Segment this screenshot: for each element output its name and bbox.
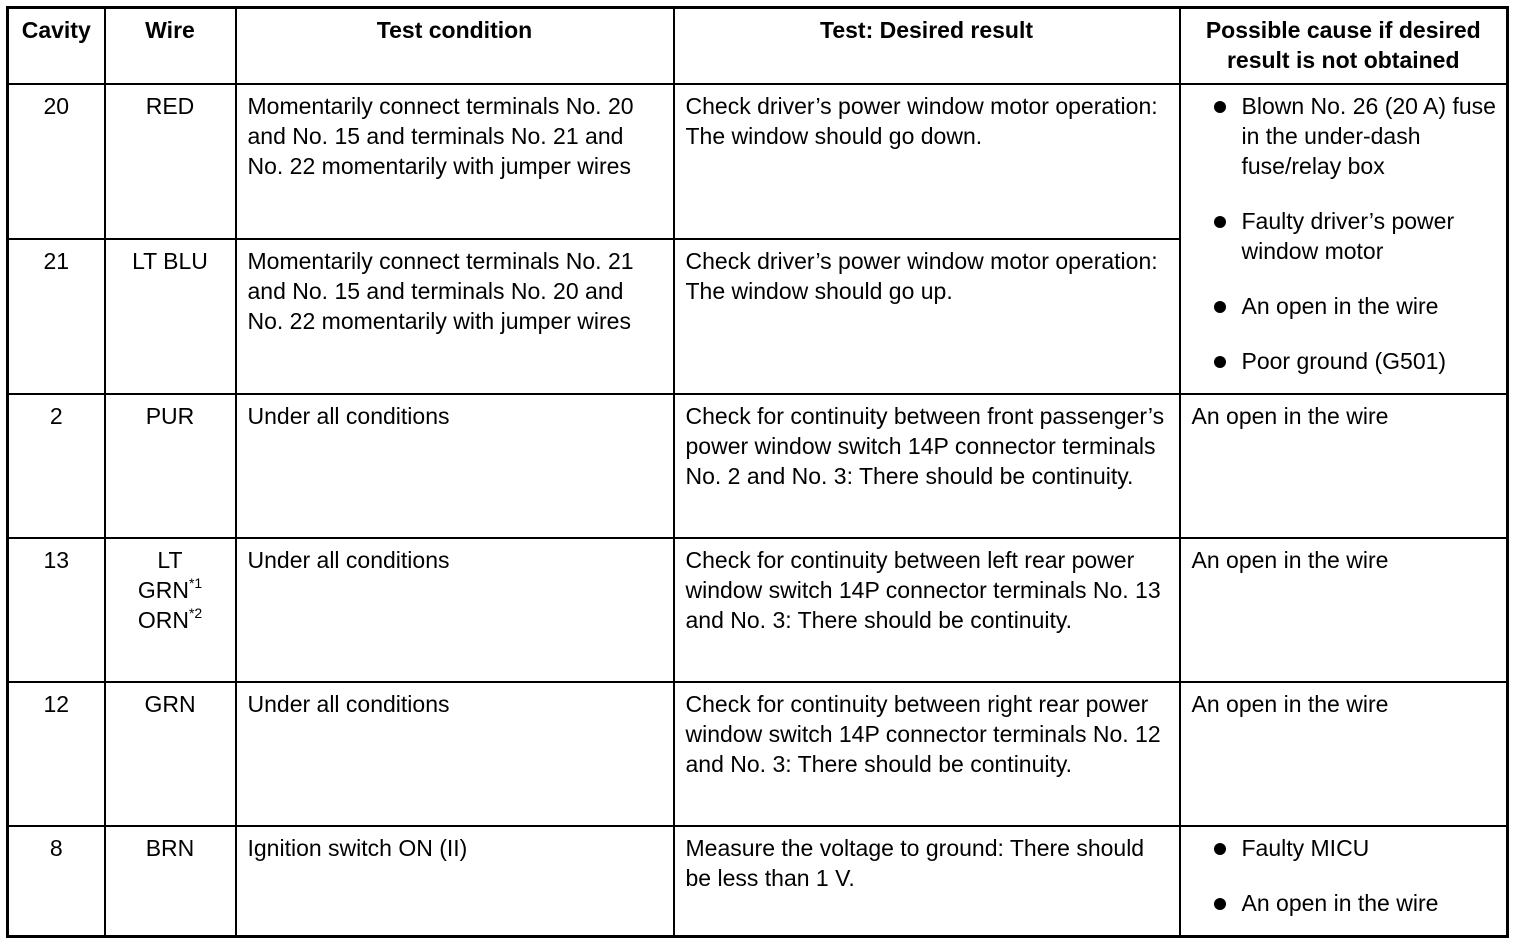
wire-cell: PUR: [105, 394, 236, 538]
cause-cell: An open in the wire: [1180, 682, 1508, 826]
wire-cell: BRN: [105, 826, 236, 937]
cavity-cell: 20: [8, 84, 105, 240]
bullet-icon: [1214, 301, 1226, 313]
table-row: [8, 538, 1508, 683]
bullet-icon: [1214, 216, 1226, 228]
cause-cell: An open in the wire: [1180, 394, 1508, 538]
cavity-cell: 2: [8, 394, 105, 538]
list-item: Blown No. 26 (20 A) fuse in the under-dash fuse/relay box: [1210, 91, 1497, 181]
wire-cell: GRN: [105, 682, 236, 826]
wire-cell: LT BLU: [105, 239, 236, 394]
list-item: An open in the wire: [1210, 888, 1497, 918]
header-row: [8, 8, 1508, 84]
list-item: An open in the wire: [1210, 291, 1497, 321]
list-item: Poor ground (G501): [1210, 346, 1497, 376]
cause-cell: [1180, 826, 1508, 937]
cavity-cell: 12: [8, 682, 105, 826]
bullet-icon: [1214, 898, 1226, 910]
wire-cell: RED: [105, 84, 236, 240]
header-desired-result: Test: Desired result: [674, 8, 1180, 84]
wire-cell: [105, 538, 236, 683]
condition-cell: Under all conditions: [236, 538, 674, 683]
condition-cell: Momentarily connect terminals No. 21 and No. 15 and terminals No. 20 and No. 22 momentarily with jumper wires: [236, 239, 674, 394]
wiring-test-table: [6, 6, 1509, 938]
list-item: Faulty MICU: [1210, 833, 1497, 863]
cavity-cell: 21: [8, 239, 105, 394]
result-cell: Check for continuity between front passenger’s power window switch 14P connector terminals No. 2 and No. 3: There should be continuity.: [674, 394, 1180, 538]
footnote-mark: *1: [188, 574, 203, 591]
footnote-mark: *2: [188, 604, 203, 621]
table-row: [8, 826, 1508, 937]
bullet-icon: [1214, 101, 1226, 113]
cause-cell: An open in the wire: [1180, 538, 1508, 683]
header-test-condition: Test condition: [236, 8, 674, 84]
wire-color-line: LT: [157, 546, 183, 573]
result-cell: Check driver’s power window motor operation: The window should go down.: [674, 84, 1180, 240]
header-possible-cause: Possible cause if desired result is not obtained: [1180, 8, 1508, 84]
header-wire: Wire: [105, 8, 236, 84]
table-row: [8, 394, 1508, 538]
table-row: [8, 84, 1508, 240]
result-cell: Check for continuity between left rear power window switch 14P connector terminals No. 13 and No. 3: There should be continuity.: [674, 538, 1180, 683]
header-cavity: Cavity: [8, 8, 105, 84]
bullet-icon: [1214, 356, 1226, 368]
condition-cell: Momentarily connect terminals No. 20 and No. 15 and terminals No. 21 and No. 22 momentarily with jumper wires: [236, 84, 674, 240]
cavity-cell: 13: [8, 538, 105, 683]
wire-color-line: GRN$^{*1}$: [137, 574, 203, 603]
result-cell: Measure the voltage to ground: There should be less than 1 V.: [674, 826, 1180, 937]
bullet-icon: [1214, 843, 1226, 855]
cavity-cell: 8: [8, 826, 105, 937]
condition-cell: Under all conditions: [236, 394, 674, 538]
result-cell: Check driver’s power window motor operation: The window should go up.: [674, 239, 1180, 394]
condition-cell: Under all conditions: [236, 682, 674, 826]
condition-cell: Ignition switch ON (II): [236, 826, 674, 937]
table-row: [8, 682, 1508, 826]
wire-color-line: ORN$^{*2}$: [137, 604, 203, 633]
cause-list: [1192, 91, 1497, 376]
cause-cell: [1180, 84, 1508, 394]
cause-list: [1192, 833, 1497, 918]
list-item: Faulty driver’s power window motor: [1210, 206, 1497, 266]
result-cell: Check for continuity between right rear power window switch 14P connector terminals No. 12 and No. 3: There should be continuity.: [674, 682, 1180, 826]
